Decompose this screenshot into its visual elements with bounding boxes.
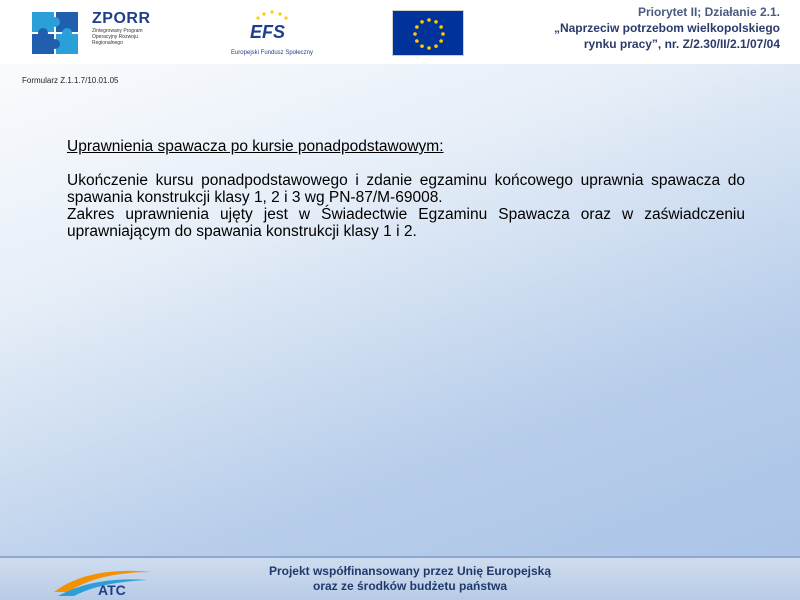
footer-line-1: Projekt współfinansowany przez Unię Europejską <box>268 564 552 578</box>
eu-star <box>434 20 438 24</box>
eu-star <box>415 39 419 43</box>
atc-logo-text: ATC <box>98 582 126 598</box>
slide-header <box>0 0 800 64</box>
priority-line-1: Priorytet II; Działanie 2.1. <box>637 5 780 19</box>
eu-star <box>427 46 431 50</box>
content-paragraph-2: Zakres uprawnienia ujęty jest w Świadectwie Egzaminu Spawacza oraz w zaświadczeniu uprawniającym do spawania konstrukcji klasy 1 i 2. <box>67 206 745 240</box>
efs-wordmark: EFS <box>250 22 286 42</box>
content-heading: Uprawnienia spawacza po kursie ponadpodstawowym: <box>67 138 444 155</box>
priority-info <box>480 4 780 52</box>
atc-logo <box>48 562 158 598</box>
eu-star <box>434 44 438 48</box>
zporr-title: ZPORR <box>92 10 151 27</box>
zporr-logo <box>30 8 160 60</box>
efs-logo <box>222 6 322 60</box>
eu-star <box>427 18 431 22</box>
eu-star <box>420 20 424 24</box>
zporr-subtitle: Zintegrowany Program Operacyjny Rozwoju Regionalnego <box>92 28 143 46</box>
priority-line-3: rynku pracy”, nr. Z/2.30/II/2.1/07/04 <box>583 37 780 51</box>
eu-star <box>441 32 445 36</box>
slide-footer <box>0 558 800 600</box>
efs-caption: Europejski Fundusz Społeczny <box>230 50 314 56</box>
eu-star <box>415 25 419 29</box>
eu-star <box>420 44 424 48</box>
cofinancing-note <box>200 564 620 594</box>
puzzle-icon <box>30 8 88 58</box>
eu-star <box>413 32 417 36</box>
form-number: Formularz Z.1.1.7/10.01.05 <box>22 76 119 85</box>
content-paragraph-1: Ukończenie kursu ponadpodstawowego i zdanie egzaminu końcowego uprawnia spawacza do spawania konstrukcji klasy 1, 2 i 3 wg PN-87/M-69008. <box>67 172 745 206</box>
eu-star <box>439 39 443 43</box>
eu-flag-icon <box>392 10 464 56</box>
slide-content <box>67 138 745 240</box>
eu-star <box>439 25 443 29</box>
priority-line-2: „Naprzeciw potrzebom wielkopolskiego <box>553 21 780 35</box>
footer-line-2: oraz ze środków budżetu państwa <box>312 579 508 593</box>
